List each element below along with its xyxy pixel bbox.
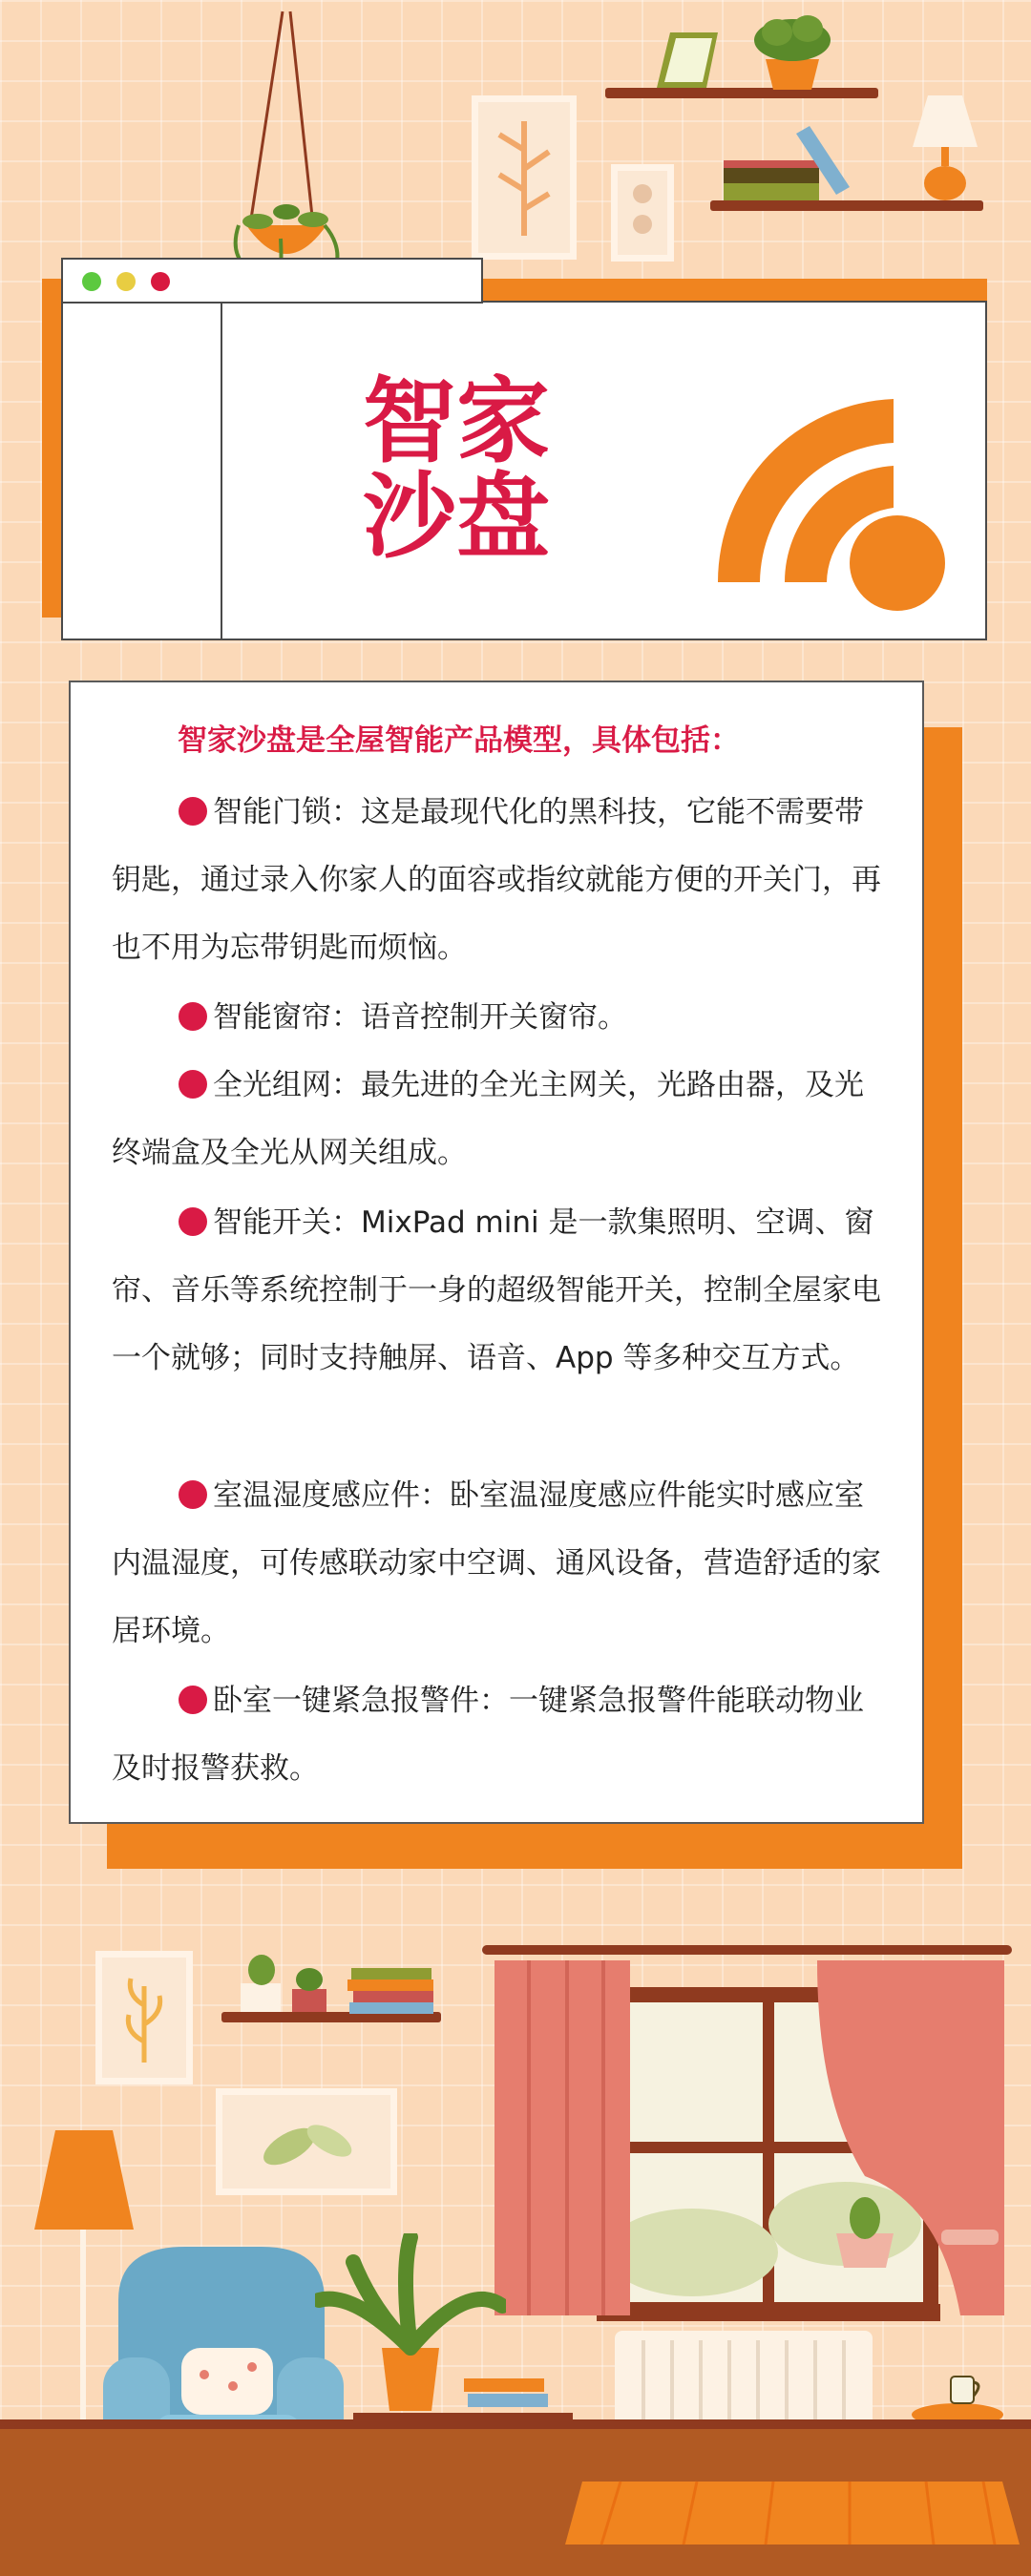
item-smart-curtain: 智能窗帘：语音控制开关窗帘。 [112,984,883,1052]
item-smart-lock: 智能门锁：这是最现代化的黑科技，它能不需要带钥匙，通过录入你家人的面容或指纹就能方便的开关门，再也不用为忘带钥匙而烦恼。 [112,779,883,982]
books-icon [464,2375,550,2413]
intro-heading: 智家沙盘是全屋智能产品模型，具体包括： [178,723,740,758]
potted-plant-icon [827,2186,903,2272]
top-decoration [0,0,1031,286]
item-smart-switch: 智能开关：MixPad mini 是一款集照明、空调、窗帘、音乐等系统控制于一身的超级智能开关，控制全屋家电一个就够；同时支持触屏、语音、App 等多种交互方式。 [112,1189,883,1393]
page-title [363,367,592,572]
window-divider [221,303,222,639]
books-icon [347,1966,439,2014]
tablet-frame-icon [649,29,726,92]
wheat-frame-icon [95,1951,193,2084]
window-dot-yellow [116,272,136,291]
potted-plant-icon [745,6,840,92]
floor-edge [0,2419,1031,2429]
window-dot-green [82,272,101,291]
books-icon [722,124,855,202]
rug-icon [563,2480,1021,2546]
small-frame-icon [611,164,674,262]
title-line-1: 智家 [363,367,551,476]
item-emergency-alarm: 卧室一键紧急报警件：一键紧急报警件能联动物业及时报警获救。 [112,1667,883,1803]
table-lamp-icon [907,92,983,202]
title-line-2: 沙盘 [363,463,551,572]
window-dot-red [151,272,170,291]
picture-frame-icon [472,95,577,260]
wifi-signal-icon [706,372,964,620]
leaf-frame-icon [216,2088,397,2195]
curtain-icon [491,1957,634,2319]
potted-plant-icon [233,1945,338,2014]
window-titlebar [61,258,483,304]
item-all-optical-network: 全光组网：最先进的全光主网关，光路由器，及光终端盒及全光从网关组成。 [112,1052,883,1187]
item-humidity-sensor: 室温湿度感应件：卧室温湿度感应件能实时感应室内温湿度，可传感联动家中空调、通风设备，营造舒适的家居环境。 [112,1462,883,1665]
mug-icon [947,2371,985,2409]
